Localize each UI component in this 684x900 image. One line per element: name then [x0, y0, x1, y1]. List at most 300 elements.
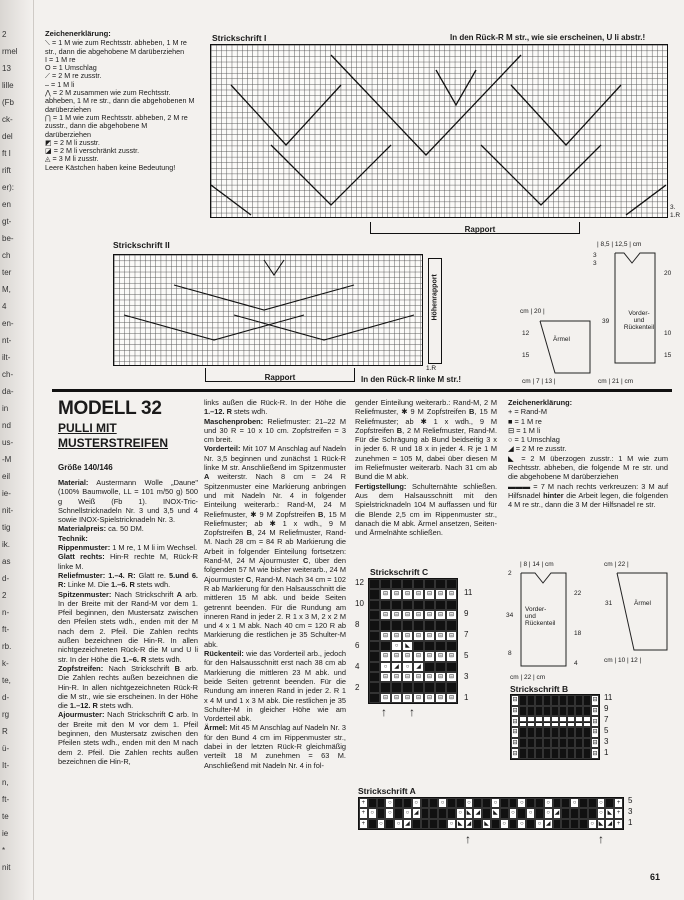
- legend-top-line: ⟋ = 2 M re zusstr.: [45, 71, 102, 81]
- gutter-word: d-: [2, 693, 10, 702]
- paragraph: Ajourmuster: Nach Strickschrift C arb. In der Breite mit den M vor dem 1. Pfeil beginnen, den Mustersatz zwischen den Pfeilen stets wdh., enden mit den M nach dem 2. Pfeil. Die Zahlen rechts außen bezeichnen die Hin-R,: [58, 710, 198, 766]
- chart-cell: +: [359, 808, 368, 818]
- chart1-row3: 3.: [670, 204, 676, 211]
- chart-cell: [561, 798, 570, 808]
- chart-cell: [446, 620, 457, 630]
- gutter-word: del: [2, 132, 13, 141]
- chart-a-arrow-2: ↑: [598, 832, 604, 846]
- gutter-word: R: [2, 727, 8, 736]
- schem-sleeve-bottom: cm | 7 | 13 |: [522, 378, 556, 385]
- chart-cell: [559, 738, 567, 749]
- chart-cell: ⊟: [446, 589, 457, 599]
- chart-cell: ◢: [553, 808, 562, 818]
- chart-cell: ○: [402, 662, 413, 672]
- chart-cell: ⊟: [511, 706, 519, 717]
- instructions-column-2: [204, 398, 346, 770]
- row-number: 7: [464, 630, 469, 639]
- chart-cell: [403, 798, 412, 808]
- legend-top-line: Leere Kästchen haben keine Bedeutung!: [45, 162, 176, 172]
- gutter-word: lille: [2, 81, 14, 90]
- chart-cell: [369, 610, 380, 620]
- schem-sleeve-left-12: 12: [522, 330, 530, 337]
- chart-cell: [429, 808, 438, 818]
- chart-cell: [561, 819, 570, 829]
- chart-cell: [413, 579, 424, 589]
- schem-top-right-20: 20: [664, 270, 672, 277]
- chart-cell: +: [614, 798, 623, 808]
- chart-cell: [394, 798, 403, 808]
- chart-cell: [385, 819, 394, 829]
- chart-cell: ▬: [551, 716, 559, 727]
- chart-cell: [567, 738, 575, 749]
- gutter-word: 4: [2, 302, 7, 311]
- chart-cell: ⊟: [435, 651, 446, 661]
- chart-cell: [567, 748, 575, 759]
- chart-cell: ◣: [402, 641, 413, 651]
- chart-cell: [543, 738, 551, 749]
- chart-cell: [429, 819, 438, 829]
- schem-r-front-left-8: 8: [508, 650, 512, 657]
- chart1-row1: 1.R: [670, 212, 681, 219]
- chart-cell: [447, 798, 456, 808]
- chart-cell: [482, 798, 491, 808]
- gutter-word: en-: [2, 319, 14, 328]
- chart-cell: ▬: [583, 716, 591, 727]
- chart-cell: [369, 620, 380, 630]
- legend-right: [508, 398, 668, 510]
- chart-cell: [380, 641, 391, 651]
- chart-cell: [583, 706, 591, 717]
- chart-cell: ⊟: [511, 748, 519, 759]
- chart-cell: ⊟: [424, 610, 435, 620]
- chart-cell: [579, 808, 588, 818]
- schem-r-front-left-2: 2: [508, 570, 512, 577]
- chart-cell: [543, 695, 551, 706]
- binding-gutter: [0, 0, 34, 900]
- schem-r-front-top: | 8 | 14 | cm: [520, 561, 554, 568]
- schem-r-front-left-34: 34: [506, 612, 514, 619]
- gutter-word: 2: [2, 591, 7, 600]
- chart-cell: ○: [509, 808, 518, 818]
- chart-cell: [473, 819, 482, 829]
- chart-cell: [369, 672, 380, 682]
- chart-cell: ⊟: [391, 693, 402, 703]
- chart-cell: [391, 600, 402, 610]
- chart-cell: ○: [465, 798, 474, 808]
- chart-cell: [551, 748, 559, 759]
- chart-cell: ○: [597, 808, 606, 818]
- legend-top-title: Zeichenerklärung:: [45, 29, 111, 38]
- chart-cell: ⊟: [402, 610, 413, 620]
- chart-b-title: Strickschrift B: [510, 684, 569, 694]
- gutter-word: ch: [2, 251, 11, 260]
- chart-cell: [377, 808, 386, 818]
- gutter-word: da-: [2, 387, 14, 396]
- chart-cell: [391, 579, 402, 589]
- schem-top-piece: [619, 310, 659, 331]
- chart-cell: [543, 748, 551, 759]
- gutter-word: M,: [2, 285, 11, 294]
- chart-cell: ○: [500, 819, 509, 829]
- legend-right-line: ◢ = 2 M re zusstr.: [508, 444, 567, 454]
- legend-right-line: + = Rand-M: [508, 407, 548, 417]
- chart-cell: [526, 819, 535, 829]
- chart-cell: [559, 727, 567, 738]
- schem-r-sleeve-bottom: cm | 10 | 12 |: [604, 657, 642, 664]
- gutter-word: as: [2, 557, 11, 566]
- chart2-note: In den Rück-R linke M str.!: [361, 375, 462, 384]
- chart-cell: ⊟: [380, 610, 391, 620]
- schem-r-sleeve-name: Ärmel: [634, 600, 651, 607]
- chart-cell: [527, 727, 535, 738]
- chart-cell: ◢: [473, 808, 482, 818]
- chart-cell: ⊟: [446, 610, 457, 620]
- paragraph: Fertigstellung: Schulternähte schließen. Aus dem Halsausschnitt mit den Spielstricknadeln 104 M auffassen und für die Blende 2,5 cm im Rippenmuster str., danach die M abk. Ärmel ansetzen, Seiten- und Ärmelnähte schließen.: [355, 481, 497, 538]
- chart-cell: [527, 738, 535, 749]
- chart-cell: ○: [368, 808, 377, 818]
- chart-cell: [527, 748, 535, 759]
- gutter-word: ck-: [2, 115, 13, 124]
- schem-r-sleeve-shape: [612, 570, 672, 655]
- chart-cell: [575, 727, 583, 738]
- legend-right-line: ▬▬▬ = 7 M nach rechts verkreuzen: 3 M auf Hilfsnadel hinter die Arbeit legen, die folgenden 4 M re str., dann die 3 M der Hilfsnadel re str.: [508, 481, 668, 510]
- row-number: 3: [604, 737, 609, 746]
- chart-cell: [369, 579, 380, 589]
- chart-cell: ⊟: [413, 610, 424, 620]
- gutter-word: eil: [2, 472, 11, 481]
- chart-cell: ◢: [465, 819, 474, 829]
- chart-c-title: Strickschrift C: [370, 567, 429, 577]
- gutter-word: in: [2, 404, 9, 413]
- chart-cell: +: [614, 819, 623, 829]
- paragraph: Rippenmuster: 1 M re, 1 M li im Wechsel.: [58, 543, 198, 553]
- chart-cell: [447, 808, 456, 818]
- row-number: 11: [604, 693, 613, 702]
- schem-top-piece-1: Vorder-: [628, 310, 650, 317]
- chart-cell: [369, 631, 380, 641]
- paragraph: Spitzenmuster: Nach Strickschrift A arb. In der Breite mit der Rand-M vor dem 1. Pfeil beginnen, den Mustersatz zwischen den Pfeilen stets wdh., enden mit der M nach dem 2. Pfeil. Die Zahlen rechts außen bezeichnen die Hin-R. In allen nichtgezeichneten Rück-R die M und U li str. In der Höhe die 1.–6. R stets wdh.: [58, 589, 198, 664]
- chart-cell: [588, 808, 597, 818]
- model-subtitle: PULLI MIT MUSTERSTREIFEN: [58, 421, 169, 450]
- chart-cell: ⊟: [446, 672, 457, 682]
- chart-cell: [491, 819, 500, 829]
- gutter-word: ie: [2, 829, 9, 838]
- paragraph: gender Einteilung weiterarb.: Rand-M, 2 M Reliefmuster, ✱ 9 M Zopfstreifen B, 15 M Reliefmuster; ab ✱ 1 x wdh., 9 M Zopfstreifen B, 2 M Reliefmuster, Rand-M. Für die Schrägung ab Bund beidseitig 3 x in jeder 6. R und 18 x in jeder 4. R je 1 M zunehmen = 105 M, dabei über diesen M im Reliefmuster weiterarb. Nach 31 cm ab Bund die M abk.: [355, 398, 498, 482]
- gutter-word: rift: [2, 166, 11, 175]
- paragraph: Reliefmuster: 1.–4. R: Glatt re. 5.und 6. R: Linke M. Die 1.–6. R stets wdh.: [58, 570, 198, 590]
- chart-cell: [570, 808, 579, 818]
- schem-top-right-10: 10: [664, 330, 672, 337]
- chart-c-arrow-2: ↑: [409, 705, 415, 719]
- chart-cell: [456, 798, 465, 808]
- chart-cell: ⊟: [446, 693, 457, 703]
- gutter-word: te,: [2, 676, 11, 685]
- model-size: Größe 140/146: [58, 463, 113, 472]
- legend-top-line: ⋂ = 1 M wie zum Rechtsstr. abheben, 2 M re zusstr., dann die abgehobene M darüberziehen: [45, 112, 188, 139]
- chart-cell: [368, 798, 377, 808]
- gutter-word: us-: [2, 438, 14, 447]
- chart-cell: ⊟: [402, 693, 413, 703]
- legend-right-line: ○ = 1 Umschlag: [508, 435, 560, 445]
- chart-cell: [482, 808, 491, 818]
- schem-r-front-right-4: 4: [574, 660, 578, 667]
- chart-cell: ○: [447, 819, 456, 829]
- chart-cell: [424, 641, 435, 651]
- chart-cell: [519, 738, 527, 749]
- chart-a-arrow-1: ↑: [465, 832, 471, 846]
- chart-cell: ⊟: [402, 651, 413, 661]
- chart-cell: [473, 798, 482, 808]
- gutter-word: n,: [2, 778, 9, 787]
- chart2-row1: 1.R: [426, 365, 437, 372]
- gutter-word: 13: [2, 64, 11, 73]
- gutter-word: ik.: [2, 540, 10, 549]
- instructions-column-3: [355, 398, 497, 537]
- gutter-word: It-: [2, 761, 10, 770]
- legend-right-line: ◣ = 2 M überzogen zusstr.: 1 M wie zum Rechtsstr. abheben, die folgende M re str. und die abgehobene M darüberziehen: [508, 453, 668, 482]
- chart-cell: [413, 620, 424, 630]
- chart-cell: ⊟: [511, 727, 519, 738]
- gutter-word: rg: [2, 710, 10, 719]
- chart-cell: [402, 579, 413, 589]
- gutter-word: ft-: [2, 625, 10, 634]
- chart-cell: [380, 620, 391, 630]
- schem-r-front-bottom: cm | 22 | cm: [510, 674, 546, 681]
- legend-top-line: ⋀ = 2 M zusammen wie zum Rechtsstr. abheben, 1 M re str., dann die abgehobenen M darüberziehen: [45, 88, 195, 114]
- legend-top-line: – = 1 M li: [45, 79, 75, 89]
- chart-cell: ⊟: [591, 738, 599, 749]
- chart-cell: ○: [526, 808, 535, 818]
- chart-cell: [391, 620, 402, 630]
- chart-cell: ⊟: [424, 631, 435, 641]
- chart-cell: ◣: [456, 819, 465, 829]
- chart-cell: [605, 798, 614, 808]
- chart-cell: [535, 808, 544, 818]
- chart-cell: [435, 600, 446, 610]
- chart-cell: ◣: [491, 808, 500, 818]
- chart-cell: ○: [491, 798, 500, 808]
- chart-cell: ○: [403, 808, 412, 818]
- chart-cell: ⊟: [435, 631, 446, 641]
- chart-cell: ▬: [527, 716, 535, 727]
- chart-cell: ⊟: [435, 589, 446, 599]
- chart-cell: [535, 695, 543, 706]
- chart-cell: ⊟: [446, 631, 457, 641]
- schem-sleeve-name: Ärmel: [553, 336, 570, 343]
- chart-cell: [575, 738, 583, 749]
- chart-cell: [583, 738, 591, 749]
- section-rule: [52, 389, 672, 392]
- row-number: 11: [464, 588, 473, 597]
- schem-top-right-15: 15: [664, 352, 672, 359]
- schem-r-front-right-22: 22: [574, 590, 582, 597]
- chart-cell: [588, 798, 597, 808]
- chart-cell: [575, 706, 583, 717]
- chart2-grid: [113, 254, 423, 366]
- chart-cell: [446, 662, 457, 672]
- chart-cell: ○: [544, 808, 553, 818]
- chart-cell: [551, 706, 559, 717]
- chart-b-grid: [510, 694, 600, 760]
- chart2-side-label: Höhenrapport: [431, 274, 439, 321]
- schem-r-front-name-3: Rückenteil: [525, 620, 556, 627]
- schem-sleeve-left-15: 15: [522, 352, 530, 359]
- row-number: 1: [628, 818, 633, 827]
- schem-top-body: [610, 248, 660, 368]
- chart-cell: [575, 695, 583, 706]
- schem-top-bottom: cm | 21 | cm: [598, 378, 634, 385]
- chart-cell: [435, 682, 446, 692]
- chart-cell: ○: [385, 798, 394, 808]
- chart-cell: [446, 579, 457, 589]
- chart-cell: [394, 808, 403, 818]
- legend-top-line: ◩ = 2 M li zusstr.: [45, 137, 100, 147]
- chart-cell: ▬: [535, 716, 543, 727]
- instructions-column-1: [58, 478, 198, 766]
- chart-cell: ⊟: [435, 610, 446, 620]
- paragraph: Glatt rechts: Hin-R rechte M, Rück-R linke M.: [58, 552, 198, 571]
- chart1-pattern: [211, 45, 666, 216]
- paragraph: Material: Austermann Wolle „Daune" (100% Baumwolle, LL = 101 m/50 g) 500 g Weiß (Fb 1). INOX-Tric-Schnellstricknadeln Nr. 3 und 3,5 und 4 sowie INOX-Spielstricknadeln Nr. 3.: [58, 478, 198, 525]
- chart-cell: [421, 798, 430, 808]
- chart-cell: [559, 706, 567, 717]
- chart-cell: ⊟: [380, 672, 391, 682]
- row-number: 9: [464, 609, 469, 618]
- chart-cell: ⊟: [591, 748, 599, 759]
- chart-cell: [402, 682, 413, 692]
- chart-cell: [509, 798, 518, 808]
- row-number: 3: [628, 807, 633, 816]
- chart-cell: [509, 819, 518, 829]
- row-number: 1: [464, 693, 469, 702]
- chart-cell: [551, 738, 559, 749]
- chart-cell: [553, 819, 562, 829]
- chart-cell: [435, 662, 446, 672]
- paragraph: Ärmel: Mit 45 M Anschlag auf Nadeln Nr. 3 für den Bund 4 cm im Rippenmuster str., dabei in der letzten Rück-R gleichmäßig verteilt 18 M zunehmen = 63 M. Anschließend mit Nadeln Nr. 4 in fol-: [204, 723, 346, 770]
- chart-cell: [519, 727, 527, 738]
- chart1-rapport: Rapport: [464, 225, 496, 234]
- chart-cell: [519, 748, 527, 759]
- chart-cell: ▬: [519, 716, 527, 727]
- chart-cell: ⊟: [380, 651, 391, 661]
- schem-top-left-2: 3: [593, 260, 597, 267]
- row-number: 4: [355, 662, 360, 671]
- chart-cell: [424, 620, 435, 630]
- chart-cell: [438, 819, 447, 829]
- chart-cell: ▬: [575, 716, 583, 727]
- chart-cell: [575, 748, 583, 759]
- gutter-word: be-: [2, 234, 14, 243]
- chart-cell: ◢: [413, 662, 424, 672]
- gutter-word: n-: [2, 608, 10, 617]
- page-number: 61: [649, 872, 660, 882]
- chart-cell: [570, 819, 579, 829]
- legend-right-line: ⊟ = 1 M li: [508, 425, 541, 435]
- chart-cell: ○: [394, 819, 403, 829]
- row-number: 6: [355, 641, 360, 650]
- chart1-note: In den Rück-R M str., wie sie erscheinen, U li abstr.!: [450, 33, 646, 42]
- chart-cell: ⊟: [591, 706, 599, 717]
- chart-cell: [377, 798, 386, 808]
- schem-top-left-1: 3: [593, 252, 597, 259]
- chart-cell: [517, 808, 526, 818]
- chart-cell: [435, 579, 446, 589]
- chart-cell: [446, 641, 457, 651]
- chart1-title: Strickschrift I: [212, 33, 267, 43]
- chart-cell: ⊟: [435, 693, 446, 703]
- chart2-rapport: Rapport: [264, 373, 296, 382]
- legend-right-line: ■ = 1 M re: [508, 416, 542, 426]
- gutter-word: k-: [2, 659, 9, 668]
- chart-c-grid: [368, 578, 458, 704]
- chart-c-arrow-1: ↑: [381, 705, 387, 719]
- gutter-word: nit: [2, 863, 11, 872]
- row-number: 7: [604, 715, 609, 724]
- chart-cell: ⊟: [591, 716, 599, 727]
- chart-cell: ⊟: [402, 672, 413, 682]
- legend-top: [45, 30, 195, 172]
- schem-top-piece-2: und: [633, 317, 645, 324]
- gutter-word: rmel: [2, 47, 18, 56]
- schem-top-piece-3: Rückenteil: [623, 324, 655, 331]
- row-number: 3: [464, 672, 469, 681]
- legend-top-line: O = 1 Umschlag: [45, 63, 97, 73]
- chart-cell: ○: [385, 808, 394, 818]
- chart-cell: ⊟: [402, 631, 413, 641]
- row-number: 10: [355, 599, 364, 608]
- chart-a-title: Strickschrift A: [358, 786, 416, 796]
- chart-cell: [535, 727, 543, 738]
- chart-cell: [421, 808, 430, 818]
- chart-cell: [424, 662, 435, 672]
- chart-cell: ⊟: [391, 651, 402, 661]
- paragraph: Materialpreis: ca. 50 DM.: [58, 524, 144, 534]
- row-number: 12: [355, 578, 364, 587]
- chart-cell: ▬: [567, 716, 575, 727]
- row-number: 8: [355, 620, 360, 629]
- legend-top-line: I = 1 M re: [45, 54, 76, 64]
- chart-cell: ⊟: [380, 589, 391, 599]
- chart-cell: ⊟: [424, 589, 435, 599]
- chart-cell: ▬: [559, 716, 567, 727]
- legend-top-line: ◬ = 3 M li zusstr.: [45, 154, 99, 164]
- chart-cell: [424, 682, 435, 692]
- chart-cell: [551, 695, 559, 706]
- chart-cell: [583, 695, 591, 706]
- gutter-word: nt-: [2, 336, 12, 345]
- gutter-word: ilt-: [2, 353, 11, 362]
- paragraph: Vorderteil: Mit 107 M Anschlag auf Nadeln Nr. 3,5 beginnen und zunächst 1 Rück-R linke M str. Anschließend im Spitzenmuster A weiterstr. Nach 8 cm = 24 R Spitzenmuster eine Markierung anbringen und mit Nadeln Nr. 4 in folgender Einteilung weiterarb.: Rand-M, 24 M Reliefmuster, ✱ 9 M Zopfstreifen B, 15 M Reliefmuster; ab ✱ 1 x wdh., 9 M Zopfstreifen B, 24 M Reliefmuster, Rand-M. Nach 28 cm = 84 R ab Markierung die Arbeit in folgender Einteilung fortsetzen: Rand-M, 24 M Ajourmuster C, über den folgenden 57 M wie bisher weiterarb., 24 M Ajourmuster C, Rand-M. Nach 34 cm = 102 R ab Markierung für den Halsausschnitt die mittleren 15 M abk. und beide Seiten getrennt beenden. Für die Rundung am inneren Rand in jeder 2. R 1 x 3 M, 2 x 2 M und 4 x 1 M abk. Nach 40 cm = 120 R ab Markierung die restlichen je 35 Schulter-M abk.: [204, 444, 347, 649]
- chart-cell: [368, 819, 377, 829]
- gutter-word: 2: [2, 30, 7, 39]
- chart-cell: [526, 798, 535, 808]
- legend-top-line: ◪ = 2 M li verschränkt zusstr.: [45, 146, 140, 156]
- chart-cell: ⊟: [511, 738, 519, 749]
- gutter-word: er):: [2, 183, 14, 192]
- gutter-word: rb.: [2, 642, 12, 651]
- chart-cell: [413, 600, 424, 610]
- paragraph: Maschenproben: Reliefmuster: 21–22 M und 30 R = 10 x 10 cm. Zopfstreifen = 3 cm breit.: [204, 416, 346, 445]
- gutter-word: tig: [2, 523, 11, 532]
- row-number: 9: [604, 704, 609, 713]
- chart-cell: ○: [535, 819, 544, 829]
- chart-cell: ⊟: [424, 672, 435, 682]
- chart-cell: [380, 682, 391, 692]
- gutter-word: ch-: [2, 370, 14, 379]
- chart-cell: ⊟: [413, 693, 424, 703]
- chart-cell: ⊟: [511, 695, 519, 706]
- gutter-word: nit-: [2, 506, 14, 515]
